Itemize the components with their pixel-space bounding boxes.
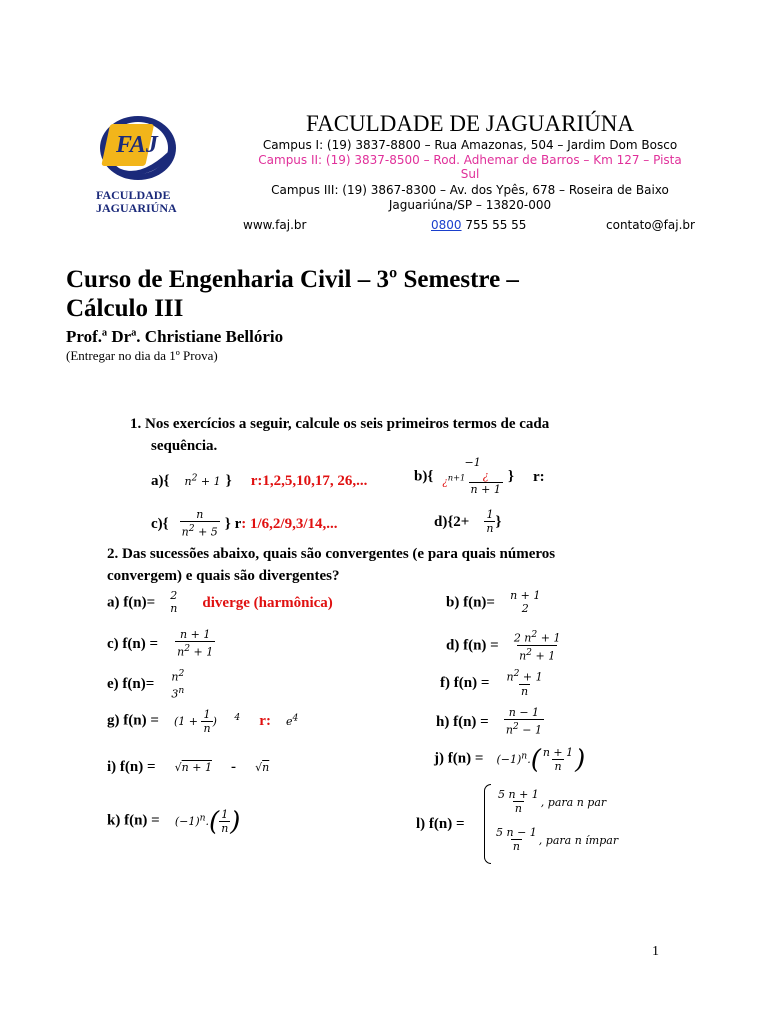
q1-item-c: [151, 508, 337, 539]
q2-item-b: [446, 589, 542, 615]
q1-c-answer: : 1/6,2/9,3/14,...: [241, 515, 338, 532]
q2-k-formula: $(-1)^n$.( $\frac{1}{n}$ ): [174, 806, 241, 837]
q1-b-answer: r:: [532, 468, 545, 485]
q2-f-formula: $\frac{n^2 + 1}{n}$: [506, 668, 543, 698]
q2-l-brace: [484, 784, 491, 864]
q1-d-formula: $\frac{1}{n}$: [486, 508, 494, 535]
course-title-line2: Cálculo III: [66, 295, 184, 322]
q2-b-formula: n + 1 2: [510, 589, 541, 615]
q2-i-formula: √n + 1: [174, 761, 212, 774]
q2-e-label: e) f(n)=: [107, 676, 155, 693]
q2-item-j: [434, 746, 585, 773]
q2-g-label: g) f(n) =: [107, 712, 159, 729]
page-number: 1: [652, 944, 659, 959]
logo-initials: FAJ: [116, 132, 158, 158]
q2-item-d: [446, 628, 562, 662]
q2-c-formula: $\frac{n + 1}{n^2 + 1}$: [177, 628, 214, 659]
q1-item-b: b){ −1 ¿$^{n+1}$ $\frac{¿}{n + 1}$ } r:: [414, 456, 545, 496]
q1-a-formula: $n^2 + 1$: [184, 472, 221, 488]
website-link[interactable]: www.faj.br: [243, 218, 307, 232]
q2-j-formula: $(-1)^n$.( $\frac{n + 1}{n}$ ): [496, 744, 586, 775]
q2-d-formula: $\frac{2 n^2 + 1}{n^2 + 1}$: [513, 629, 561, 663]
q1-a-answer: r:1,2,5,10,17, 26,...: [250, 473, 368, 489]
campus-2-line: Campus II: (19) 3837-8500 – Rod. Adhemar de Barros – Km 127 – Pista: [258, 153, 682, 167]
q2-l-case2-text: , para n ímpar: [538, 834, 619, 847]
q2-item-c: [107, 628, 215, 659]
question-1-text: 1. Nos exercícios a seguir, calcule os seis primeiros termos de cada: [130, 416, 550, 432]
q2-i-label: i) f(n) =: [107, 759, 156, 775]
q2-d-label: d) f(n) =: [446, 637, 499, 654]
phone-number: [431, 218, 526, 232]
q1-a-label: a){: [151, 473, 170, 489]
q2-h-formula: $\frac{n - 1}{n^2 - 1}$: [505, 706, 542, 737]
q2-l-label: l) f(n) =: [416, 816, 465, 832]
email-link[interactable]: contato@faj.br: [606, 218, 695, 232]
q1-item-a: a){ $n^2 + 1$ } r:1,2,5,10,17, 26,...: [151, 472, 368, 489]
phone-prefix-link[interactable]: 0800: [431, 218, 462, 232]
q2-c-label: c) f(n) =: [107, 635, 159, 652]
q2-l-case-1: $\frac{5 n + 1}{n}$ , para n par: [498, 788, 607, 815]
campus-3-line: Campus III: (19) 3867-8300 – Av. dos Ypês, 678 – Roseira de Baixo: [271, 183, 669, 197]
q2-item-l: [416, 784, 736, 864]
q1-c-label: c){: [151, 515, 169, 532]
phone-rest: 755 55 55: [461, 218, 527, 232]
q2-a-label: a) f(n)=: [107, 594, 156, 611]
course-title-line1: Curso de Engenharia Civil – 3º Semestre –: [66, 266, 519, 293]
q2-g-answer: r:: [259, 712, 271, 729]
campus-1-line: Campus I: (19) 3837-8800 – Rua Amazonas, 504 – Jardim Dom Bosco: [262, 138, 678, 152]
q2-item-k: [107, 808, 240, 835]
logo-text-line2: JAGUARIÚNA: [96, 201, 177, 215]
professor-name: Prof.ª Drª. Christiane Bellório: [66, 327, 284, 346]
q1-c-answer-prefix: } r: [224, 515, 242, 532]
q2-k-label: k) f(n) =: [107, 812, 160, 829]
q2-f-label: f) f(n) =: [440, 674, 490, 691]
campus-2-line-cont: Sul: [460, 167, 480, 181]
q2-g-answer-value: $e^4$: [286, 711, 299, 728]
q2-l-case1-text: , para n par: [540, 796, 607, 809]
q2-j-label: j) f(n) =: [434, 750, 484, 767]
institution-title: FACULDADE DE JAGUARIÚNA: [306, 111, 634, 136]
q2-l-case-2: $\frac{5 n - 1}{n}$ , para n ímpar: [496, 826, 619, 853]
q2-a-answer: diverge (harmônica): [202, 594, 333, 611]
q1-b-label: b){: [414, 468, 434, 485]
q1-b-formula: −1 ¿$^{n+1}$ $\frac{¿}{n + 1}$: [442, 456, 501, 496]
q2-item-g: [107, 708, 298, 735]
q2-g-formula: (1 + $\frac{1}{n}$ ) $^4$: [173, 708, 241, 735]
q2-item-h: [436, 706, 544, 737]
q1-c-formula: $\frac{n}{n^2 + 5}$: [181, 508, 218, 539]
q1-d-label: d){2+: [434, 514, 470, 530]
q2-a-formula: 2 n: [170, 589, 178, 615]
campus-3-line-cont: Jaguariúna/SP – 13820-000: [388, 198, 552, 212]
faj-logo: [94, 106, 184, 216]
q2-item-e: [107, 667, 186, 700]
q1-item-d: d){2+ $\frac{1}{n}$ }: [434, 508, 502, 535]
question-2-text-cont: convergem) e quais são divergentes?: [107, 568, 340, 584]
q2-item-a: [107, 589, 333, 615]
delivery-note: (Entregar no dia da 1º Prova): [66, 348, 218, 363]
q2-h-label: h) f(n) =: [436, 713, 489, 730]
q2-item-f: [440, 667, 545, 698]
q2-b-label: b) f(n)=: [446, 594, 495, 611]
question-2-text: 2. Das sucessões abaixo, quais são convergentes (e para quais números: [107, 546, 556, 562]
logo-text-line1: FACULDADE: [96, 188, 171, 202]
question-1-text-cont: sequência.: [151, 438, 218, 454]
q2-e-formula: $n^2$ 3$^n$: [171, 668, 185, 701]
q2-item-i: i) f(n) = √n + 1 - √n: [107, 759, 270, 775]
